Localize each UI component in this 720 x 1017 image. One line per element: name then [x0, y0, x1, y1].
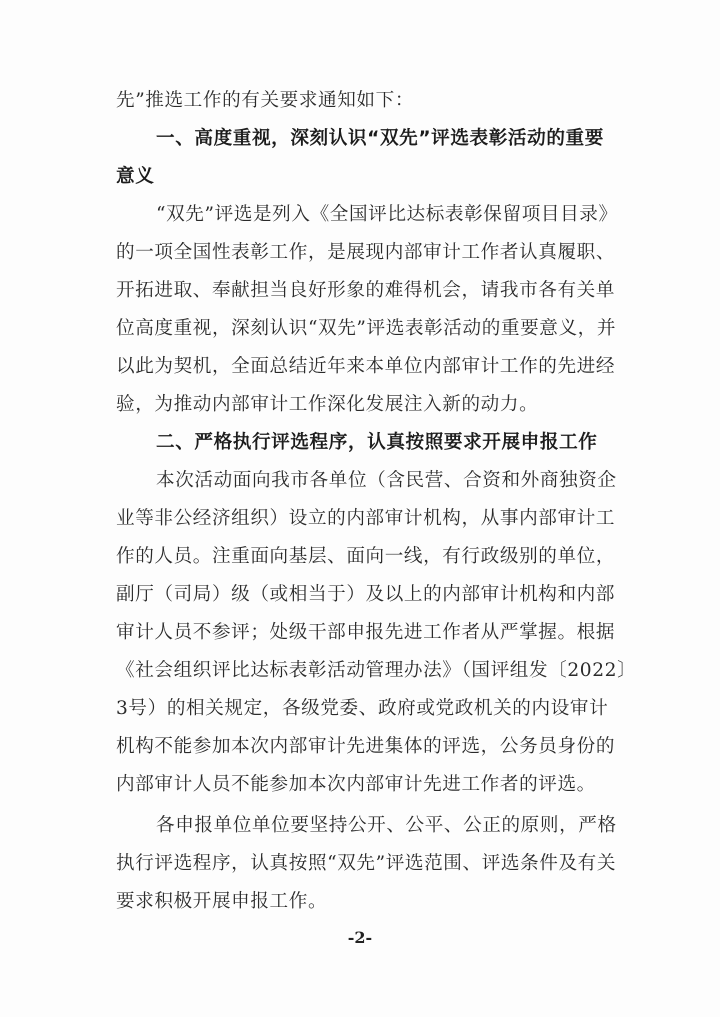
section-heading-2: 二、严格执行评选程序，认真按照要求开展申报工作 [156, 432, 598, 453]
text-line: 位高度重视，深刻认识“双先”评选表彰活动的重要意义，并 [116, 318, 617, 339]
page-number: -2- [347, 928, 373, 947]
text-line: 本次活动面向我市各单位（含民营、合资和外商独资企 [156, 470, 617, 491]
text-line: 要求积极开展申报工作。 [116, 891, 328, 912]
document-body [116, 82, 637, 921]
text-line: 副厅（司局）级（或相当于）及以上的内部审计机构和内部 [116, 584, 616, 605]
section-heading-1-cont: 意义 [116, 166, 155, 187]
text-line: 内部审计人员不能参加本次内部审计先进工作者的评选。 [116, 774, 596, 795]
text-line: 各申报单位单位要坚持公开、公平、公正的原则，严格 [156, 815, 617, 836]
text-line: 验，为推动内部审计工作深化发展注入新的动力。 [116, 394, 539, 415]
text-line: 机构不能参加本次内部审计先进集体的评选，公务员身份的 [116, 736, 616, 757]
text-line: 审计人员不参评；处级干部申报先进工作者从严掌握。根据 [116, 622, 616, 643]
text-line: 作的人员。注重面向基层、面向一线，有行政级别的单位， [116, 546, 616, 567]
text-line: 业等非公经济组织）设立的内部审计机构，从事内部审计工 [116, 508, 616, 529]
text-line: “双先”评选是列入《全国评比达标表彰保留项目目录》 [156, 204, 618, 225]
text-line: 执行评选程序，认真按照“双先”评选范围、评选条件及有关 [116, 853, 617, 874]
text-line: 开拓进取、奉献担当良好形象的难得机会，请我市各有关单 [116, 280, 616, 301]
text-line: 3号）的相关规定，各级党委、政府或党政机关的内设审计 [116, 698, 609, 719]
section-heading-1: 一、高度重视，深刻认识“双先”评选表彰活动的重要 [156, 128, 604, 149]
text-line: 的一项全国性表彰工作，是展现内部审计工作者认真履职、 [116, 242, 616, 263]
text-line: 先”推选工作的有关要求通知如下： [116, 90, 415, 111]
text-line: 以此为契机，全面总结近年来本单位内部审计工作的先进经 [116, 356, 616, 377]
text-line: 《社会组织评比达标表彰活动管理办法》（国评组发〔2022〕 [116, 660, 637, 681]
